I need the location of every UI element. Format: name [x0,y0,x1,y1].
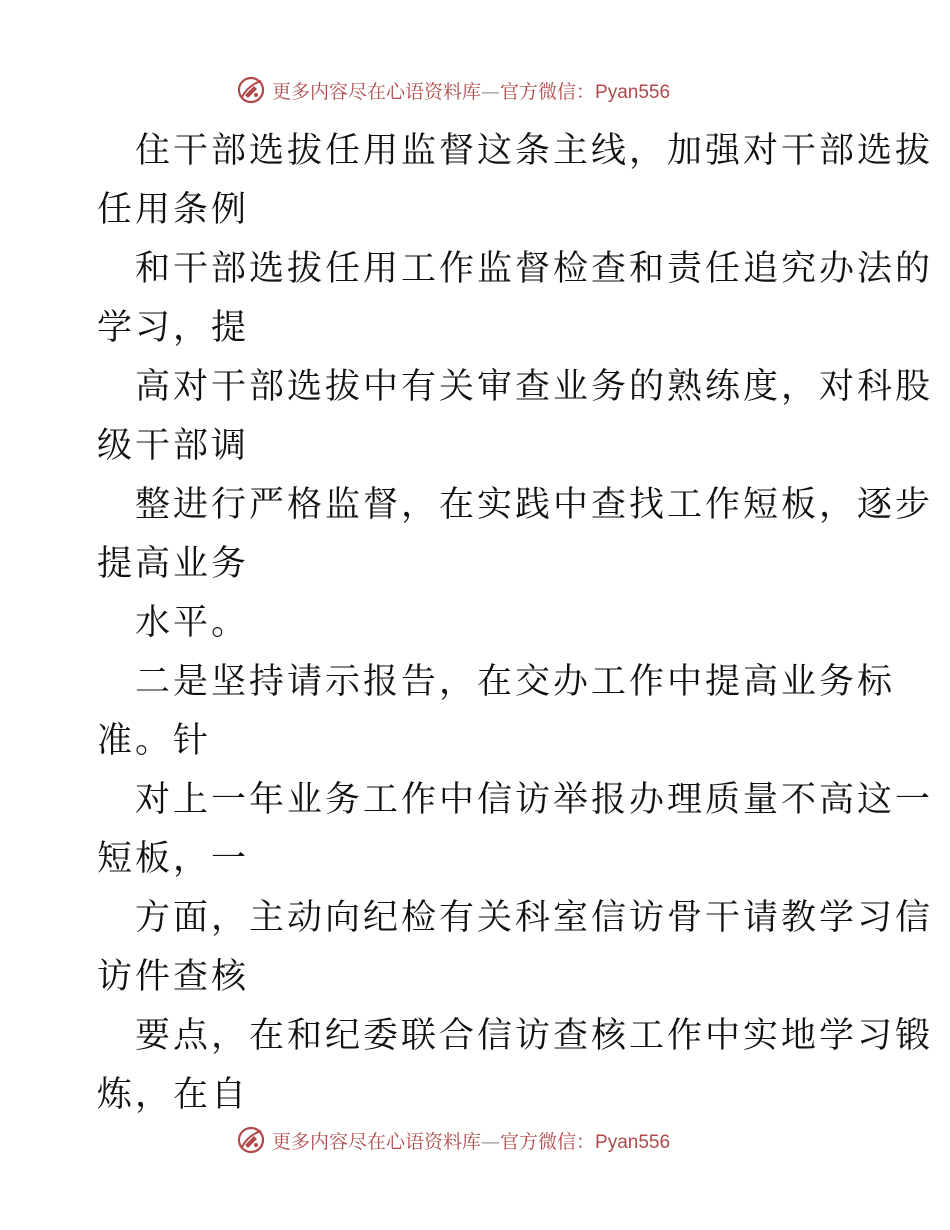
body-line: 准。针 [97,721,212,761]
body-line: 整进行严格监督，在实践中查找工作短板，逐步 [135,485,934,525]
banner-wechat-id: Pyan556 [595,1131,671,1153]
body-line: 任用条例 [97,190,250,230]
banner-separator: — [481,80,501,103]
body-line: 提高业务 [97,544,250,584]
body-line: 要点，在和纪委联合信访查核工作中实地学习锻 [135,1016,934,1056]
body-line: 学习，提 [97,308,250,348]
banner-wechat-label: 官方微信： [500,80,596,103]
body-line: 住干部选拔任用监督这条主线，加强对干部选拔 [135,131,934,171]
body-line: 对上一年业务工作中信访举报办理质量不高这一 [135,780,934,820]
body-line: 高对干部选拔中有关审查业务的熟练度，对科股 [135,367,934,407]
body-line: 访件查核 [97,957,250,997]
banner-wechat-label: 官方微信： [500,1130,596,1153]
body-line: 二是坚持请示报告，在交办工作中提高业务标 [135,662,896,702]
banner-wechat-id: Pyan556 [595,81,671,103]
pen-logo-icon [236,1125,266,1155]
banner-separator: — [481,1130,501,1153]
footer-watermark-banner [236,1123,716,1157]
banner-site-text: 更多内容尽在心语资料库 [272,1130,482,1153]
body-line: 炼，在自 [97,1075,250,1115]
header-watermark-banner [236,73,716,107]
body-line: 水平。 [135,603,250,643]
banner-site-text: 更多内容尽在心语资料库 [272,80,482,103]
body-line: 方面，主动向纪检有关科室信访骨干请教学习信 [135,898,934,938]
pen-logo-icon [236,75,266,105]
body-line: 级干部调 [97,426,250,466]
document-body [97,122,934,1125]
body-line: 短板，一 [97,839,250,879]
body-line: 和干部选拔任用工作监督检查和责任追究办法的 [135,249,934,289]
